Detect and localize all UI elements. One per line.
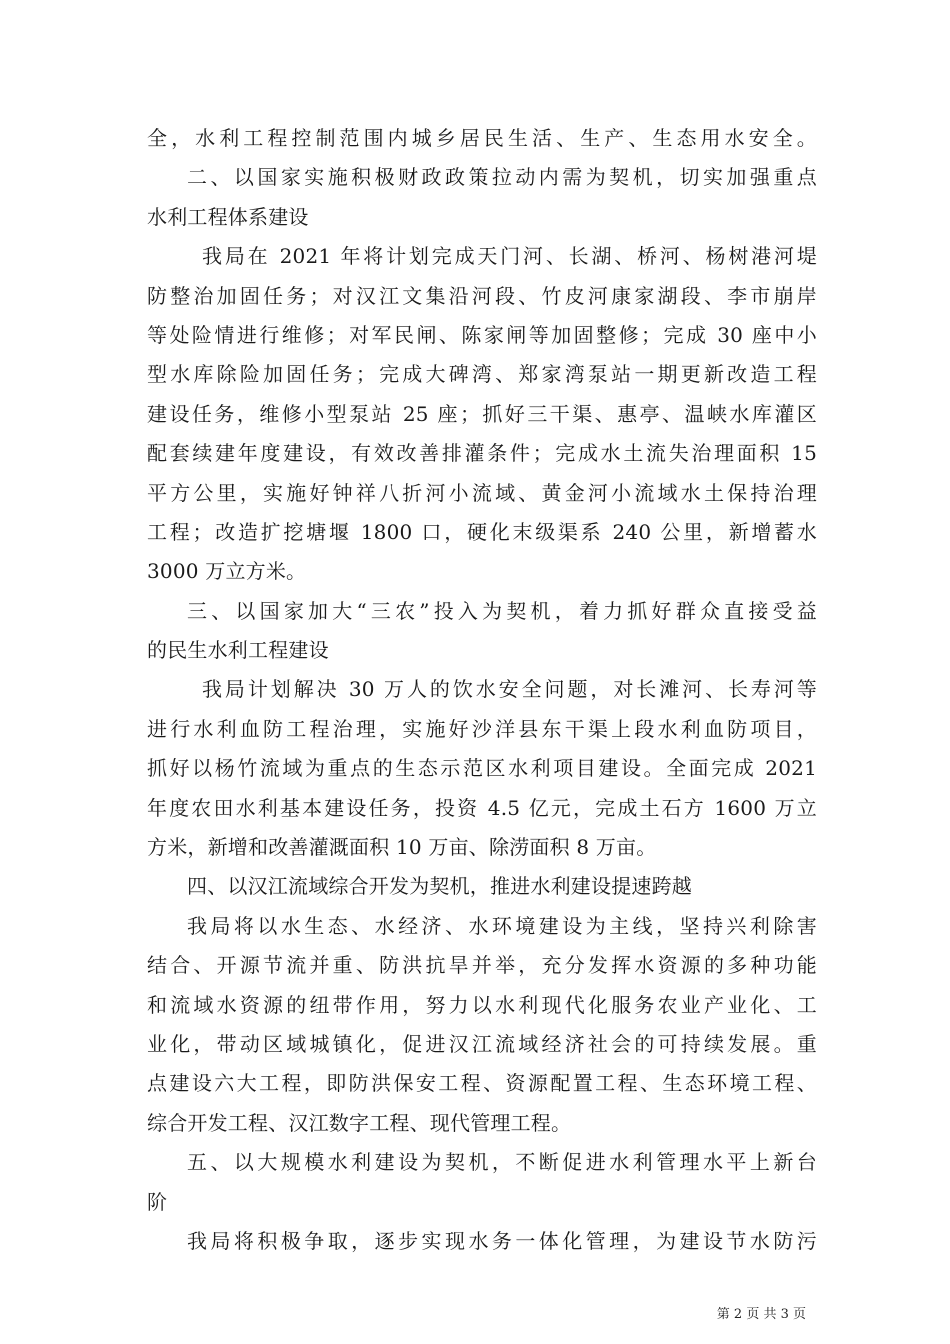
text-line: 我局计划解决 30 万人的饮水安全问题，对长滩河、长寿河等: [202, 677, 817, 702]
text-line: 结合、开源节流并重、防洪抗旱并举，充分发挥水资源的多种功能: [147, 953, 817, 978]
section-heading-2: 二、以国家实施积极财政政策拉动内需为契机，切实加强重点: [187, 165, 817, 190]
text-line: 建设任务，维修小型泵站 25 座；抓好三干渠、惠亭、温峡水库灌区: [147, 401, 817, 426]
text-line: 平方公里，实施好钟祥八折河小流域、黄金河小流域水土保持治理: [147, 480, 817, 505]
text-line: 防整治加固任务；对汉江文集沿河段、竹皮河康家湖段、李市崩岸: [147, 283, 817, 308]
text-line: 配套续建年度建设，有效改善排灌条件；完成水土流失治理面积 15: [147, 441, 817, 466]
text-line: 业化，带动区域城镇化，促进汉江流域经济社会的可持续发展。重: [147, 1031, 817, 1056]
section-heading-2-cont: 水利工程体系建设: [147, 204, 309, 229]
text-line: 进行水利血防工程治理，实施好沙洋县东干渠上段水利血防项目，: [147, 716, 817, 741]
text-line: 我局将积极争取，逐步实现水务一体化管理，为建设节水防污: [187, 1228, 817, 1253]
text-line: 方米，新增和改善灌溉面积 10 万亩、除涝面积 8 万亩。: [147, 835, 657, 860]
section-heading-5-cont: 阶: [147, 1189, 168, 1214]
text-line: 抓好以杨竹流域为重点的生态示范区水利项目建设。全面完成 2021: [147, 756, 817, 781]
page-number: 第 2 页 共 3 页: [716, 1307, 806, 1322]
section-heading-3-cont: 的民生水利工程建设: [147, 638, 329, 663]
text-line: 我局在 2021 年将计划完成天门河、长湖、桥河、杨树港河堤: [202, 244, 817, 269]
text-line: 等处险情进行维修；对军民闸、陈家闸等加固整修；完成 30 座中小: [147, 322, 817, 347]
document-body: [147, 119, 817, 1261]
section-heading-5: 五、以大规模水利建设为契机，不断促进水利管理水平上新台: [187, 1150, 817, 1175]
text-line: 3000 万立方米。: [147, 559, 307, 584]
text-line: 综合开发工程、汉江数字工程、现代管理工程。: [147, 1110, 572, 1135]
section-heading-4: 四、以汉江流域综合开发为契机，推进水利建设提速跨越: [187, 874, 692, 899]
text-line: 工程；改造扩挖塘堰 1800 口，硬化末级渠系 240 公里，新增蓄水: [147, 519, 817, 544]
text-line: 点建设六大工程，即防洪保安工程、资源配置工程、生态环境工程、: [147, 1071, 817, 1096]
text-line: 年度农田水利基本建设任务，投资 4.5 亿元，完成土石方 1600 万立: [147, 795, 817, 820]
section-heading-3: 三、以国家加大“三农”投入为契机，着力抓好群众直接受益: [187, 598, 817, 623]
text-line: 我局将以水生态、水经济、水环境建设为主线，坚持兴利除害: [187, 913, 817, 938]
text-line: 和流域水资源的纽带作用，努力以水利现代化服务农业产业化、工: [147, 992, 817, 1017]
text-line: 全，水利工程控制范围内城乡居民生活、生产、生态用水安全。: [147, 126, 817, 150]
text-line: 型水库除险加固任务；完成大碑湾、郑家湾泵站一期更新改造工程: [147, 362, 817, 387]
